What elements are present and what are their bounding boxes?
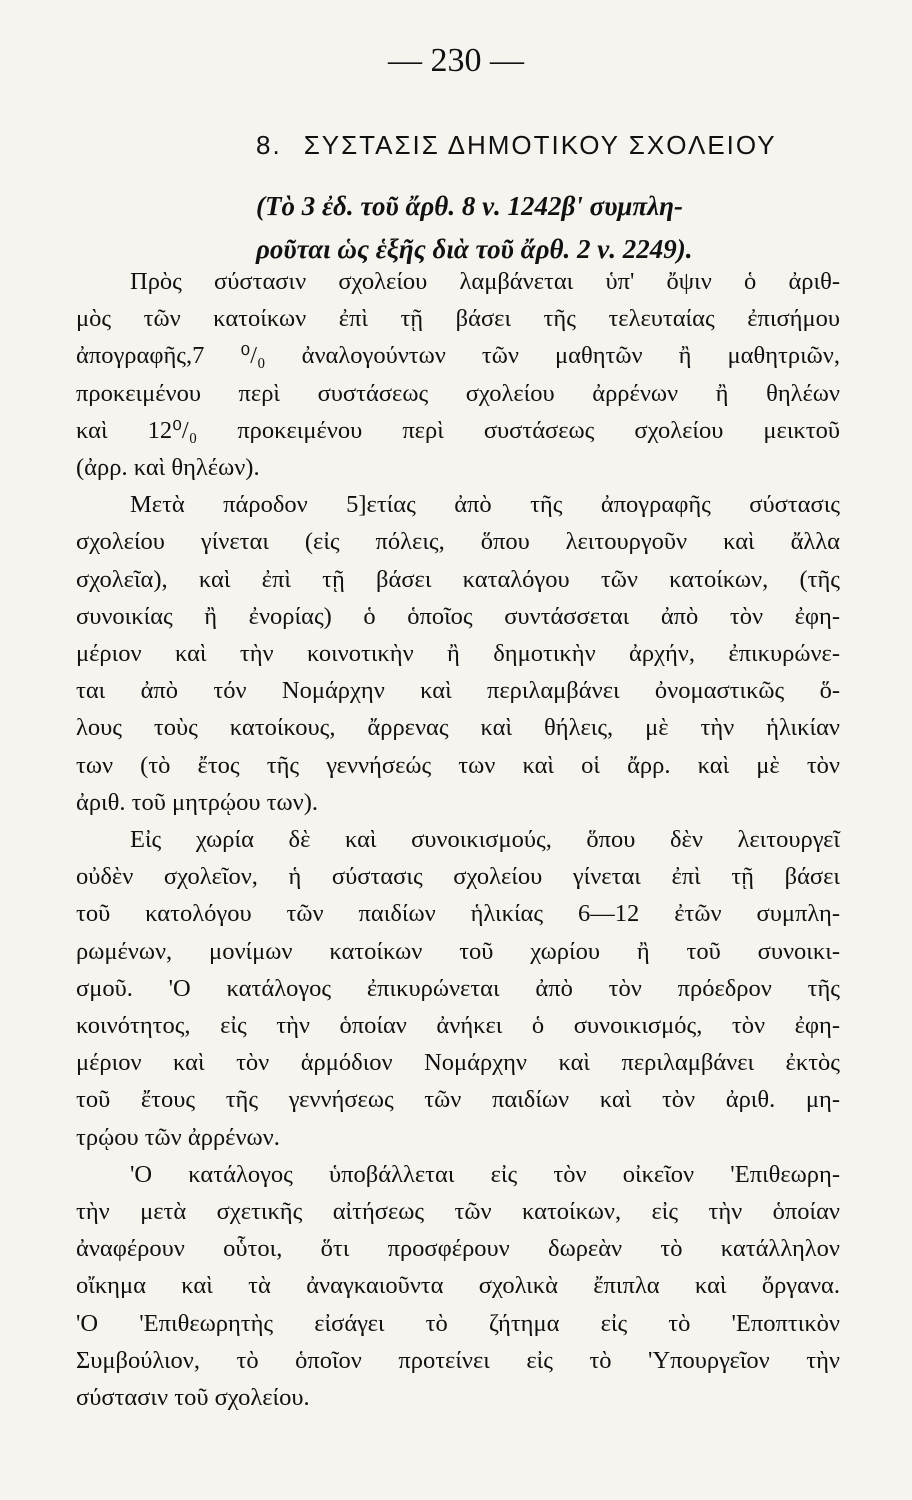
text-line: ται ἀπὸ τόν Νομάρχην καὶ περιλαμβάνει ὀνομαστικῶς ὅ- [76, 677, 840, 705]
text-line: σχολείου γίνεται (εἰς πόλεις, ὅπου λειτουργοῦν καὶ ἄλλα [76, 528, 840, 556]
text-line: προκειμένου περὶ συστάσεως σχολείου ἀρρένων ἢ θηλέων [76, 379, 840, 407]
text-line: ρωμένων, μονίμων κατοίκων τοῦ χωρίου ἢ τοῦ συνοικι- [76, 937, 840, 965]
text-line: τοῦ κατολόγου τῶν παιδίων ἡλικίας 6—12 ἐτῶν συμπλη- [76, 900, 840, 928]
text-line: Συμβούλιον, τὸ ὁποῖον προτείνει εἰς τὸ 'Υπουργεῖον τὴν [76, 1346, 840, 1374]
text-line: κοινότητος, εἰς τὴν ὁποίαν ἀνήκει ὁ συνοικισμός, τὸν ἐφη- [76, 1012, 840, 1040]
section-title: ΣΥΣΤΑΣΙΣ ΔΗΜΟΤΙΚΟΥ ΣΧΟΛΕΙΟΥ [303, 130, 777, 160]
text-line: τοῦ ἔτους τῆς γεννήσεως τῶν παιδίων καὶ τὸν ἀριθ. μη- [76, 1086, 840, 1114]
note-line: ροῦται ὡς ἑξῆς διὰ τοῦ ἄρθ. 2 ν. 2249). [256, 234, 693, 264]
text-line: τὴν μετὰ σχετικῆς αἰτήσεως τῶν κατοίκων, εἰς τὴν ὁποίαν [76, 1198, 840, 1226]
text-line: τρῴου τῶν ἀρρένων. [76, 1123, 280, 1151]
note-line: (Τὸ 3 ἐδ. τοῦ ἄρθ. 8 ν. 1242β' συμπλη- [256, 191, 683, 221]
text-line: Πρὸς σύστασιν σχολείου λαμβάνεται ὑπ' ὄψιν ὁ ἀριθ- [130, 268, 840, 295]
text-line: σχολεῖα), καὶ ἐπὶ τῇ βάσει καταλόγου τῶν κατοίκων, (τῆς [76, 565, 840, 593]
text-line: σύστασιν τοῦ σχολείου. [76, 1384, 310, 1412]
text-line: μέριον καὶ τὴν κοινοτικὴν ἢ δημοτικὴν ἀρχήν, ἐπικυρώνε- [76, 640, 840, 668]
text-line: λους τοὺς κατοίκους, ἄρρενας καὶ θήλεις, μὲ τὴν ἡλικίαν [76, 714, 840, 742]
text-line: μὸς τῶν κατοίκων ἐπὶ τῇ βάσει τῆς τελευταίας ἐπισήμου [76, 305, 840, 333]
text-line: 'Ο 'Επιθεωρητὴς εἰσάγει τὸ ζήτημα εἰς τὸ 'Εποπτικὸν [76, 1309, 840, 1337]
section-number: 8. [256, 130, 282, 160]
text-line: ἀριθ. τοῦ μητρῴου των). [76, 788, 318, 816]
text-line: σμοῦ. 'Ο κατάλογος ἐπικυρώνεται ἀπὸ τὸν πρόεδρον τῆς [76, 974, 840, 1002]
text-line: οἴκημα καὶ τὰ ἀναγκαιοῦντα σχολικὰ ἔπιπλα καὶ ὄργανα. [76, 1272, 840, 1300]
text-line: ἀναφέρουν οὗτοι, ὅτι προσφέρουν δωρεὰν τὸ κατάλληλον [76, 1235, 840, 1263]
body-text [76, 263, 840, 1416]
text-line: (ἀρρ. καὶ θηλέων). [76, 454, 260, 482]
text-line: οὐδὲν σχολεῖον, ἡ σύστασις σχολείου γίνεται ἐπὶ τῇ βάσει [76, 863, 840, 891]
text-line: συνοικίας ἢ ἐνορίας) ὁ ὁποῖος συντάσσεται ἀπὸ τὸν ἐφη- [76, 602, 840, 630]
page-number: — 230 — [388, 42, 524, 79]
text-line: ἀπογραφῆς,7 ⁰/₀ ἀναλογούντων τῶν μαθητῶν ἢ μαθητριῶν, [76, 342, 840, 370]
section-heading [256, 130, 777, 161]
text-line: Εἰς χωρία δὲ καὶ συνοικισμούς, ὅπου δὲν λειτουργεῖ [130, 826, 840, 854]
text-line: Μετὰ πάροδον 5]ετίας ἀπὸ τῆς ἀπογραφῆς σύστασις [130, 491, 840, 519]
text-line: καὶ 12⁰/₀ προκειμένου περὶ συστάσεως σχολείου μεικτοῦ [76, 416, 840, 444]
text-line: των (τὸ ἔτος τῆς γεννήσεώς των καὶ οἱ ἄρρ. καὶ μὲ τὸν [76, 751, 840, 779]
text-line: 'Ο κατάλογος ὑποβάλλεται εἰς τὸν οἰκεῖον 'Επιθεωρη- [130, 1160, 840, 1188]
text-line: μέριον καὶ τὸν ἁρμόδιον Νομάρχην καὶ περιλαμβάνει ἐκτὸς [76, 1049, 840, 1077]
amendment-note [256, 185, 836, 271]
